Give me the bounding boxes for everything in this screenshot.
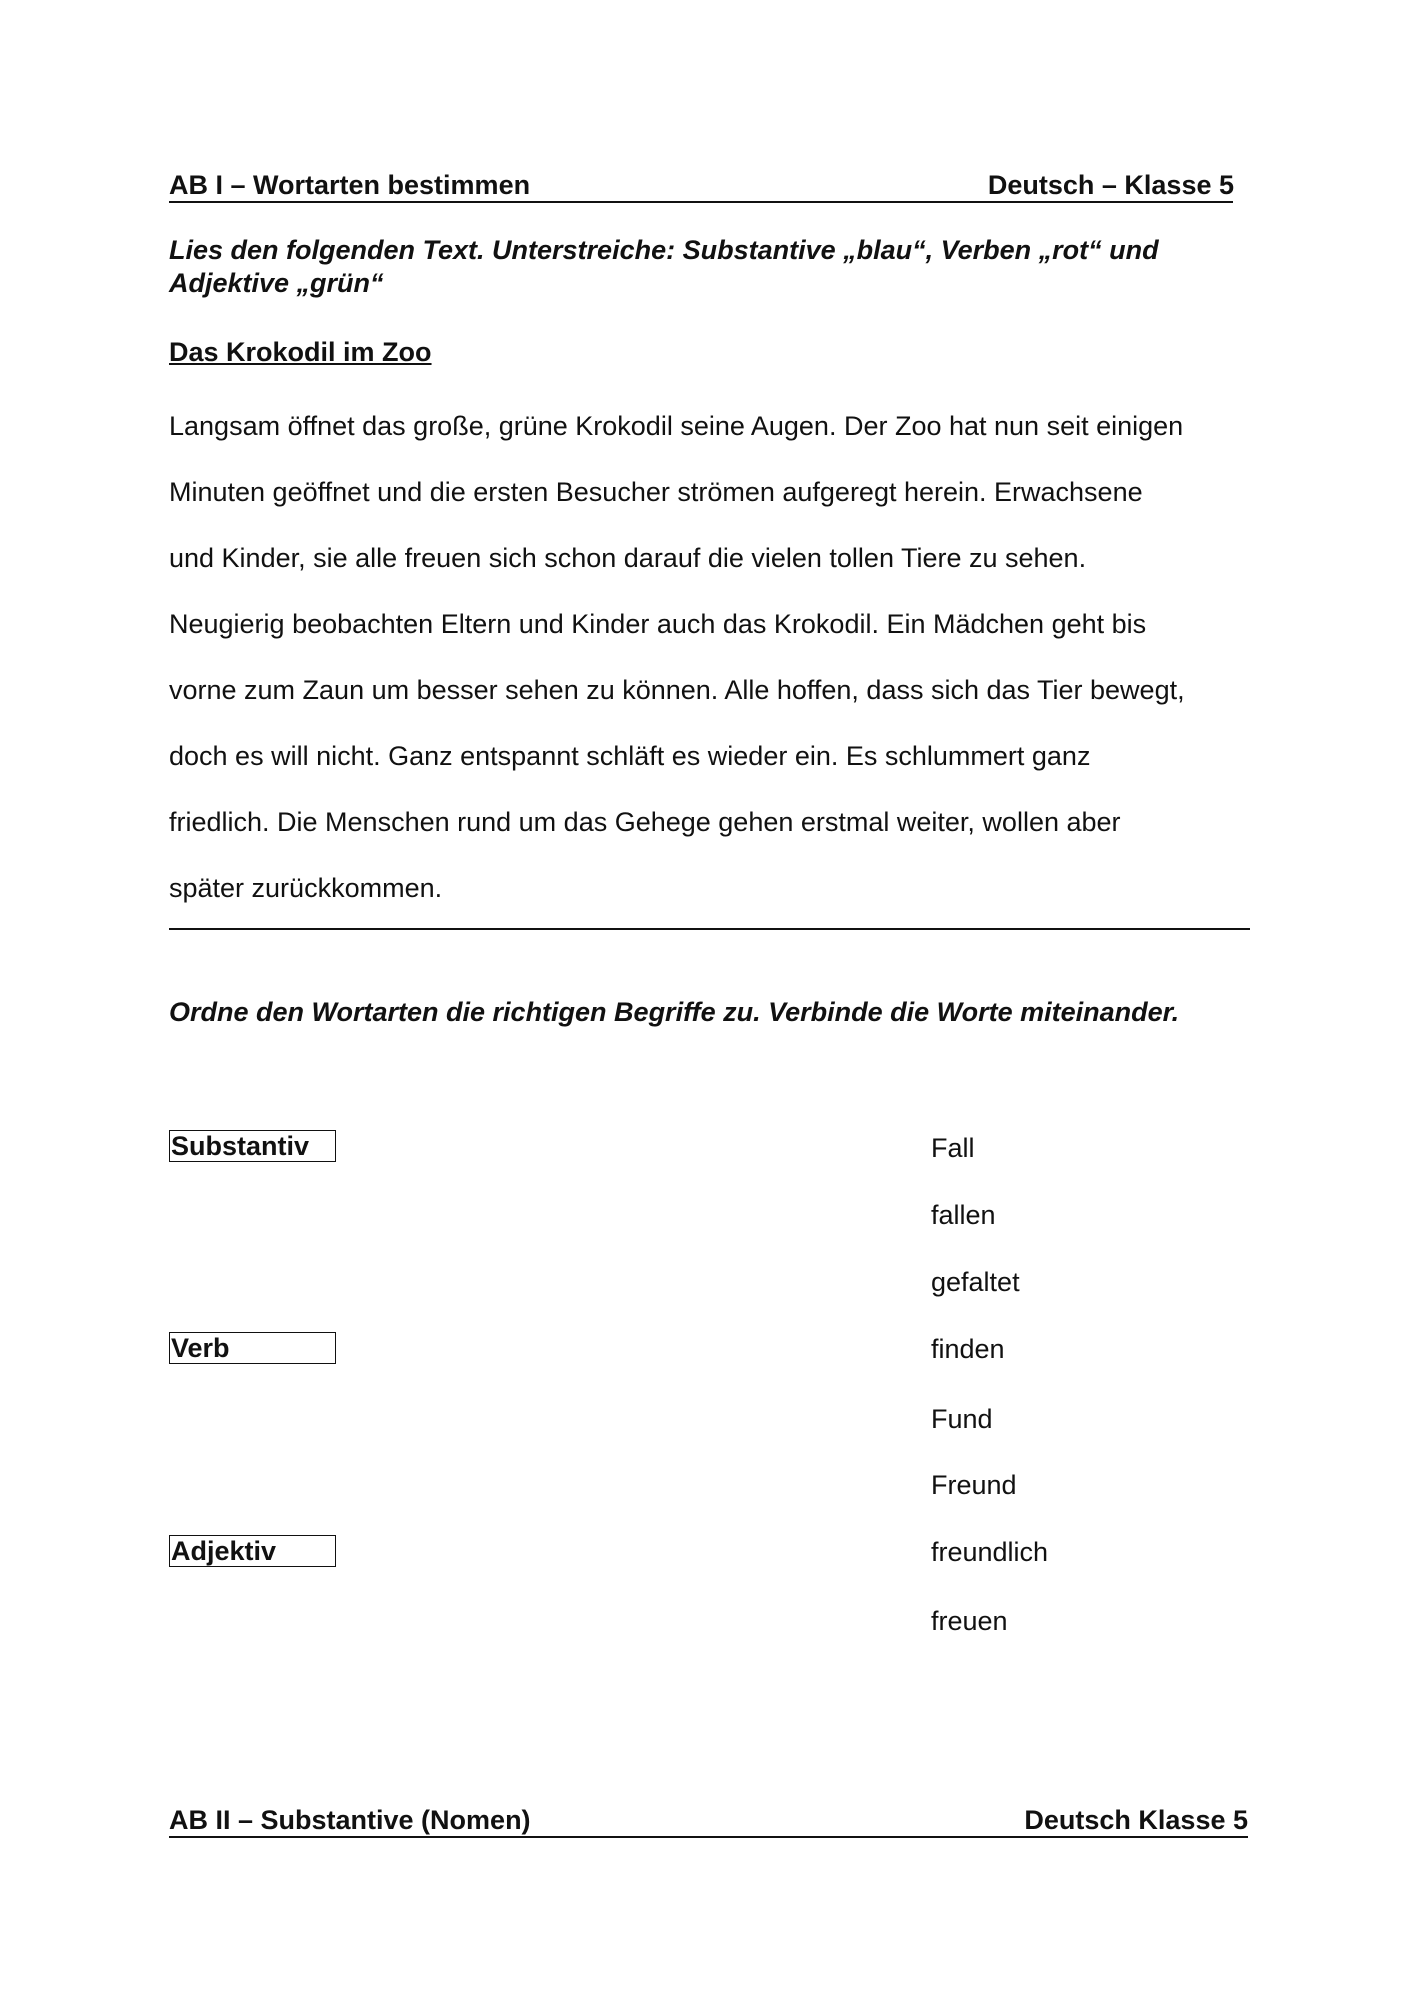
header-subject-2: Deutsch Klasse 5 [1024, 1805, 1248, 1835]
divider-line [169, 928, 1250, 930]
word-item[interactable]: freuen [931, 1606, 1008, 1636]
worksheet-header-2 [169, 1804, 1248, 1838]
story-line: vorne zum Zaun um besser sehen zu können. Alle hoffen, dass sich das Tier bewegt, [169, 675, 1185, 705]
word-item[interactable]: Fund [931, 1404, 993, 1434]
story-line: Minuten geöffnet und die ersten Besucher strömen aufgeregt herein. Erwachsene [169, 477, 1143, 507]
word-item[interactable]: Fall [931, 1133, 975, 1163]
header-subject: Deutsch – Klasse 5 [987, 170, 1234, 200]
word-item[interactable]: Freund [931, 1470, 1017, 1500]
category-box-verb[interactable]: Verb [169, 1332, 336, 1364]
category-box-adjektiv[interactable]: Adjektiv [169, 1535, 336, 1567]
header-title-2: AB II – Substantive (Nomen) [169, 1805, 531, 1835]
instruction-underline: Lies den folgenden Text. Unterstreiche: Substantive „blau“, Verben „rot“ und Adjektive „grün“ [169, 235, 1159, 298]
story-line: später zurückkommen. [169, 873, 443, 903]
category-box-substantiv[interactable]: Substantiv [169, 1130, 336, 1162]
story-title: Das Krokodil im Zoo [169, 337, 432, 367]
story-line: doch es will nicht. Ganz entspannt schläft es wieder ein. Es schlummert ganz [169, 741, 1091, 771]
story-line: Langsam öffnet das große, grüne Krokodil seine Augen. Der Zoo hat nun seit einigen [169, 411, 1184, 441]
instruction-match: Ordne den Wortarten die richtigen Begriffe zu. Verbinde die Worte miteinander. [169, 997, 1180, 1027]
story-line: Neugierig beobachten Eltern und Kinder auch das Krokodil. Ein Mädchen geht bis [169, 609, 1147, 639]
story-line: und Kinder, sie alle freuen sich schon darauf die vielen tollen Tiere zu sehen. [169, 543, 1087, 573]
worksheet-header [169, 169, 1233, 203]
story-text [169, 393, 1269, 921]
word-item[interactable]: fallen [931, 1200, 996, 1230]
story-line: friedlich. Die Menschen rund um das Gehege gehen erstmal weiter, wollen aber [169, 807, 1121, 837]
word-item[interactable]: gefaltet [931, 1267, 1020, 1297]
word-item[interactable]: freundlich [931, 1537, 1049, 1567]
header-title: AB I – Wortarten bestimmen [169, 170, 531, 200]
word-item[interactable]: finden [931, 1334, 1005, 1364]
